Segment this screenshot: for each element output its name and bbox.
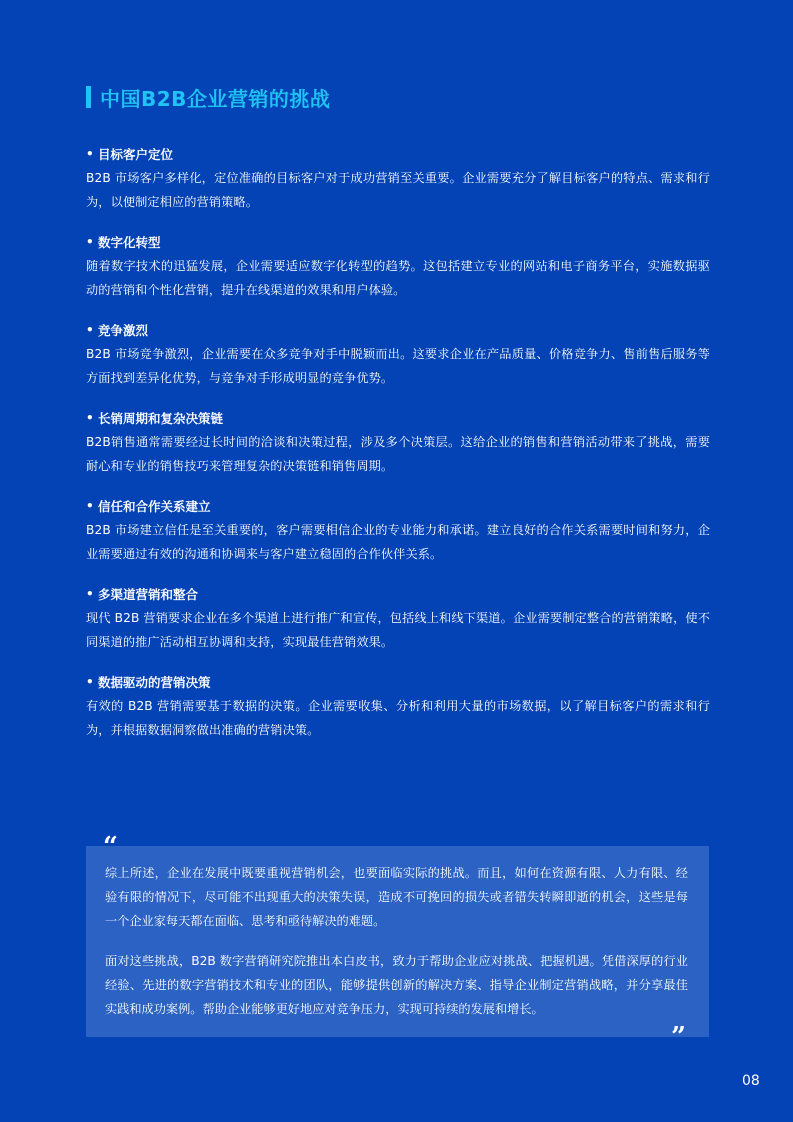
challenge-item — [86, 319, 710, 407]
page-title: 中国B2B企业营销的挑战 — [100, 86, 331, 111]
title-accent-bar — [86, 86, 91, 108]
challenge-title: 目标客户定位 — [98, 147, 174, 162]
challenge-heading — [86, 319, 710, 341]
challenge-body: B2B 市场建立信任是至关重要的，客户需要相信企业的专业能力和承诺。建立良好的合作关系需要时间和努力，企业需要通过有效的沟通和协调来与客户建立稳固的合作伙伴关系。 — [86, 523, 710, 561]
open-quote-icon: “ — [103, 832, 118, 862]
challenge-heading — [86, 495, 710, 517]
challenge-item — [86, 671, 710, 759]
bullet-dot-icon: • — [86, 323, 94, 337]
bullet-dot-icon: • — [86, 235, 94, 249]
challenge-title: 竞争激烈 — [98, 323, 149, 338]
close-quote-icon: ” — [671, 1022, 686, 1052]
challenge-title: 长销周期和复杂决策链 — [98, 411, 224, 426]
page-number: 08 — [742, 1073, 760, 1089]
quote-paragraph: 综上所述，企业在发展中既要重视营销机会，也要面临实际的挑战。而且，如何在资源有限、人力有限、经验有限的情况下，尽可能不出现重大的决策失误，造成不可挽回的损失或者错失转瞬即逝的机会，这些是每一个企业家每天都在面临、思考和亟待解决的难题。 — [105, 866, 688, 928]
bullet-dot-icon: • — [86, 147, 94, 161]
bullet-dot-icon: • — [86, 411, 94, 425]
challenge-heading — [86, 407, 710, 429]
page-title-block — [86, 84, 330, 110]
challenge-title: 多渠道营销和整合 — [98, 587, 199, 602]
challenge-item — [86, 583, 710, 671]
challenge-item — [86, 407, 710, 495]
challenge-body: B2B 市场客户多样化，定位准确的目标客户对于成功营销至关重要。企业需要充分了解目标客户的特点、需求和行为，以便制定相应的营销策略。 — [86, 171, 710, 209]
challenge-item — [86, 143, 710, 231]
challenge-item — [86, 495, 710, 583]
bullet-dot-icon: • — [86, 499, 94, 513]
bullet-dot-icon: • — [86, 675, 94, 689]
challenge-heading — [86, 671, 710, 693]
challenge-body: 现代 B2B 营销要求企业在多个渠道上进行推广和宣传，包括线上和线下渠道。企业需要制定整合的营销策略，使不同渠道的推广活动相互协调和支持，实现最佳营销效果。 — [86, 611, 710, 649]
challenge-title: 数字化转型 — [98, 235, 161, 250]
challenge-body: 随着数字技术的迅猛发展，企业需要适应数字化转型的趋势。这包括建立专业的网站和电子商务平台，实施数据驱动的营销和个性化营销，提升在线渠道的效果和用户体验。 — [86, 259, 710, 297]
challenge-heading — [86, 583, 710, 605]
quote-paragraph: 面对这些挑战，B2B 数字营销研究院推出本白皮书，致力于帮助企业应对挑战、把握机遇。凭借深厚的行业经验、先进的数字营销技术和专业的团队，能够提供创新的解决方案、指导企业制定营销战略，并分享最佳实践和成功案例。帮助企业能够更好地应对竞争压力，实现可持续的发展和增长。 — [105, 954, 688, 1016]
bullet-dot-icon: • — [86, 587, 94, 601]
challenge-title: 数据驱动的营销决策 — [98, 675, 211, 690]
challenge-body: 有效的 B2B 营销需要基于数据的决策。企业需要收集、分析和利用大量的市场数据，以了解目标客户的需求和行为，并根据数据洞察做出准确的营销决策。 — [86, 699, 710, 737]
challenge-title: 信任和合作关系建立 — [98, 499, 211, 514]
challenge-item — [86, 231, 710, 319]
summary-quote-text — [105, 861, 688, 1037]
challenge-body: B2B销售通常需要经过长时间的洽谈和决策过程，涉及多个决策层。这给企业的销售和营销活动带来了挑战，需要耐心和专业的销售技巧来管理复杂的决策链和销售周期。 — [86, 435, 710, 473]
challenge-heading — [86, 231, 710, 253]
challenge-list — [86, 143, 710, 759]
challenge-body: B2B 市场竞争激烈，企业需要在众多竞争对手中脱颖而出。这要求企业在产品质量、价格竞争力、售前售后服务等方面找到差异化优势，与竞争对手形成明显的竞争优势。 — [86, 347, 710, 385]
challenge-heading — [86, 143, 710, 165]
